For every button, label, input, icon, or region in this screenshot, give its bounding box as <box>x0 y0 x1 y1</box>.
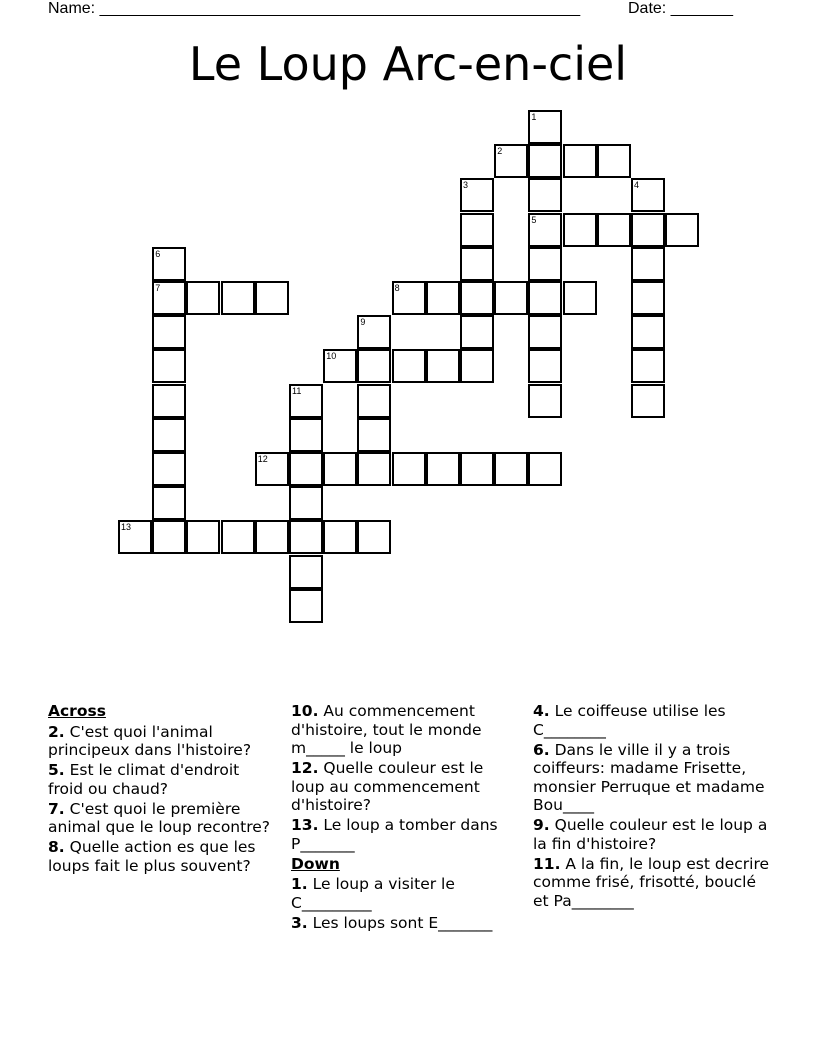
crossword-cell[interactable] <box>357 418 391 452</box>
clue-number: 7 <box>155 283 161 293</box>
clue-number: 6 <box>155 248 161 259</box>
crossword-cell[interactable] <box>426 452 460 486</box>
crossword-cell[interactable] <box>597 213 631 247</box>
crossword-cell[interactable] <box>528 384 562 418</box>
crossword-cell[interactable] <box>631 315 665 349</box>
crossword-cell[interactable] <box>357 452 391 486</box>
crossword-cell[interactable] <box>221 281 255 315</box>
clues-column-2 <box>291 702 519 934</box>
crossword-cell[interactable] <box>357 349 391 383</box>
crossword-cell[interactable] <box>460 315 494 349</box>
date-field-label[interactable]: Date: _______ <box>628 0 733 17</box>
clue-number: 13 <box>121 522 132 533</box>
clue-across-10: 10. Au commencement d'histoire, tout le monde m_____ le loup <box>291 702 482 757</box>
clue-across-5: 5. Est le climat d'endroit froid ou chaud? <box>48 761 240 798</box>
crossword-cell[interactable] <box>289 555 323 589</box>
crossword-cell[interactable] <box>152 520 186 554</box>
crossword-cell[interactable] <box>392 452 426 486</box>
crossword-cell[interactable] <box>460 213 494 247</box>
crossword-cell[interactable] <box>152 281 186 315</box>
clue-down-6: 6. Dans le ville il y a trois coiffeurs: madame Frisette, monsier Perruque et madame Bou____ <box>533 740 765 814</box>
clue-number: 2 <box>497 146 503 157</box>
crossword-cell[interactable] <box>528 178 562 212</box>
crossword-cell[interactable] <box>563 144 597 178</box>
crossword-cell[interactable] <box>460 178 494 212</box>
crossword-cell[interactable] <box>255 281 289 315</box>
crossword-cell[interactable] <box>357 520 391 554</box>
crossword-cell[interactable] <box>357 315 391 349</box>
crossword-cell[interactable] <box>665 213 699 247</box>
crossword-cell[interactable] <box>255 452 289 486</box>
clue-across-7: 7. C'est quoi le première animal que le loup recontre? <box>48 799 271 836</box>
crossword-cell[interactable] <box>460 247 494 281</box>
crossword-cell[interactable] <box>152 452 186 486</box>
crossword-cell[interactable] <box>323 452 357 486</box>
crossword-cell[interactable] <box>528 110 562 144</box>
crossword-cell[interactable] <box>426 349 460 383</box>
page-title: Le Loup Arc-en-ciel <box>188 37 628 91</box>
crossword-cell[interactable] <box>221 520 255 554</box>
clue-across-13: 13. Le loup a tomber dans P_______ <box>291 816 498 853</box>
clue-number: 8 <box>394 283 400 293</box>
crossword-cell[interactable] <box>597 144 631 178</box>
crossword-cell[interactable] <box>392 349 426 383</box>
clue-number: 1 <box>531 112 537 122</box>
crossword-cell[interactable] <box>152 349 186 383</box>
crossword-cell[interactable] <box>528 281 562 315</box>
crossword-cell[interactable] <box>289 520 323 554</box>
clue-number: 3 <box>463 180 469 191</box>
clue-down-11: 11. A la fin, le loup est decrire comme frisé, frisotté, bouclé et Pa________ <box>533 854 770 910</box>
across-heading: Across <box>48 702 106 720</box>
crossword-cell[interactable] <box>152 247 186 281</box>
crossword-cell[interactable] <box>323 349 357 383</box>
clue-across-2: 2. C'est quoi l'animal principeux dans l'histoire? <box>48 722 252 759</box>
crossword-cell[interactable] <box>186 520 220 554</box>
clues-column-3 <box>533 702 773 912</box>
crossword-cell[interactable] <box>494 452 528 486</box>
crossword-cell[interactable] <box>528 315 562 349</box>
name-field-label[interactable]: Name: ______________________________________________________ <box>48 0 581 17</box>
crossword-cell[interactable] <box>289 452 323 486</box>
down-heading: Down <box>291 854 340 873</box>
crossword-cell[interactable] <box>152 486 186 520</box>
crossword-cell[interactable] <box>494 144 528 178</box>
crossword-cell[interactable] <box>631 247 665 281</box>
clue-down-4: 4. Le coiffeuse utilise les C________ <box>533 702 726 739</box>
clue-across-12: 12. Quelle couleur est le loup au commencement d'histoire? <box>291 759 484 814</box>
clues-column-1 <box>48 702 276 877</box>
crossword-cell[interactable] <box>631 178 665 212</box>
crossword-cell[interactable] <box>255 520 289 554</box>
crossword-cell[interactable] <box>118 520 152 554</box>
crossword-cell[interactable] <box>528 349 562 383</box>
crossword-cell[interactable] <box>152 418 186 452</box>
crossword-cell[interactable] <box>323 520 357 554</box>
clue-down-1: 1. Le loup a visiter le C_________ <box>291 875 455 912</box>
clue-down-9: 9. Quelle couleur est le loup a la fin d'histoire? <box>533 816 768 853</box>
crossword-cell[interactable] <box>460 281 494 315</box>
clue-number: 11 <box>292 385 302 396</box>
crossword-cell[interactable] <box>528 144 562 178</box>
crossword-cell[interactable] <box>357 384 391 418</box>
crossword-cell[interactable] <box>460 349 494 383</box>
crossword-cell[interactable] <box>289 589 323 623</box>
crossword-cell[interactable] <box>289 486 323 520</box>
crossword-cell[interactable] <box>631 213 665 247</box>
crossword-cell[interactable] <box>494 281 528 315</box>
clue-number: 10 <box>326 351 337 362</box>
crossword-cell[interactable] <box>426 281 460 315</box>
crossword-cell[interactable] <box>631 281 665 315</box>
clue-number: 9 <box>360 317 366 328</box>
crossword-cell[interactable] <box>289 384 323 418</box>
crossword-cell[interactable] <box>528 452 562 486</box>
crossword-cell[interactable] <box>563 213 597 247</box>
crossword-cell[interactable] <box>563 281 597 315</box>
crossword-cell[interactable] <box>528 247 562 281</box>
crossword-cell[interactable] <box>289 418 323 452</box>
crossword-cell[interactable] <box>460 452 494 486</box>
crossword-cell[interactable] <box>152 315 186 349</box>
clue-number: 12 <box>257 454 268 464</box>
clue-across-8: 8. Quelle action es que les loups fait le plus souvent? <box>48 838 256 875</box>
crossword-cell[interactable] <box>631 349 665 383</box>
crossword-cell[interactable] <box>631 384 665 418</box>
crossword-cell[interactable] <box>186 281 220 315</box>
clue-number: 4 <box>634 180 640 191</box>
clue-number: 5 <box>531 214 537 225</box>
crossword-cell[interactable] <box>152 384 186 418</box>
crossword-cell[interactable] <box>392 281 426 315</box>
crossword-cell[interactable] <box>528 213 562 247</box>
clue-down-3: 3. Les loups sont E_______ <box>291 913 493 932</box>
